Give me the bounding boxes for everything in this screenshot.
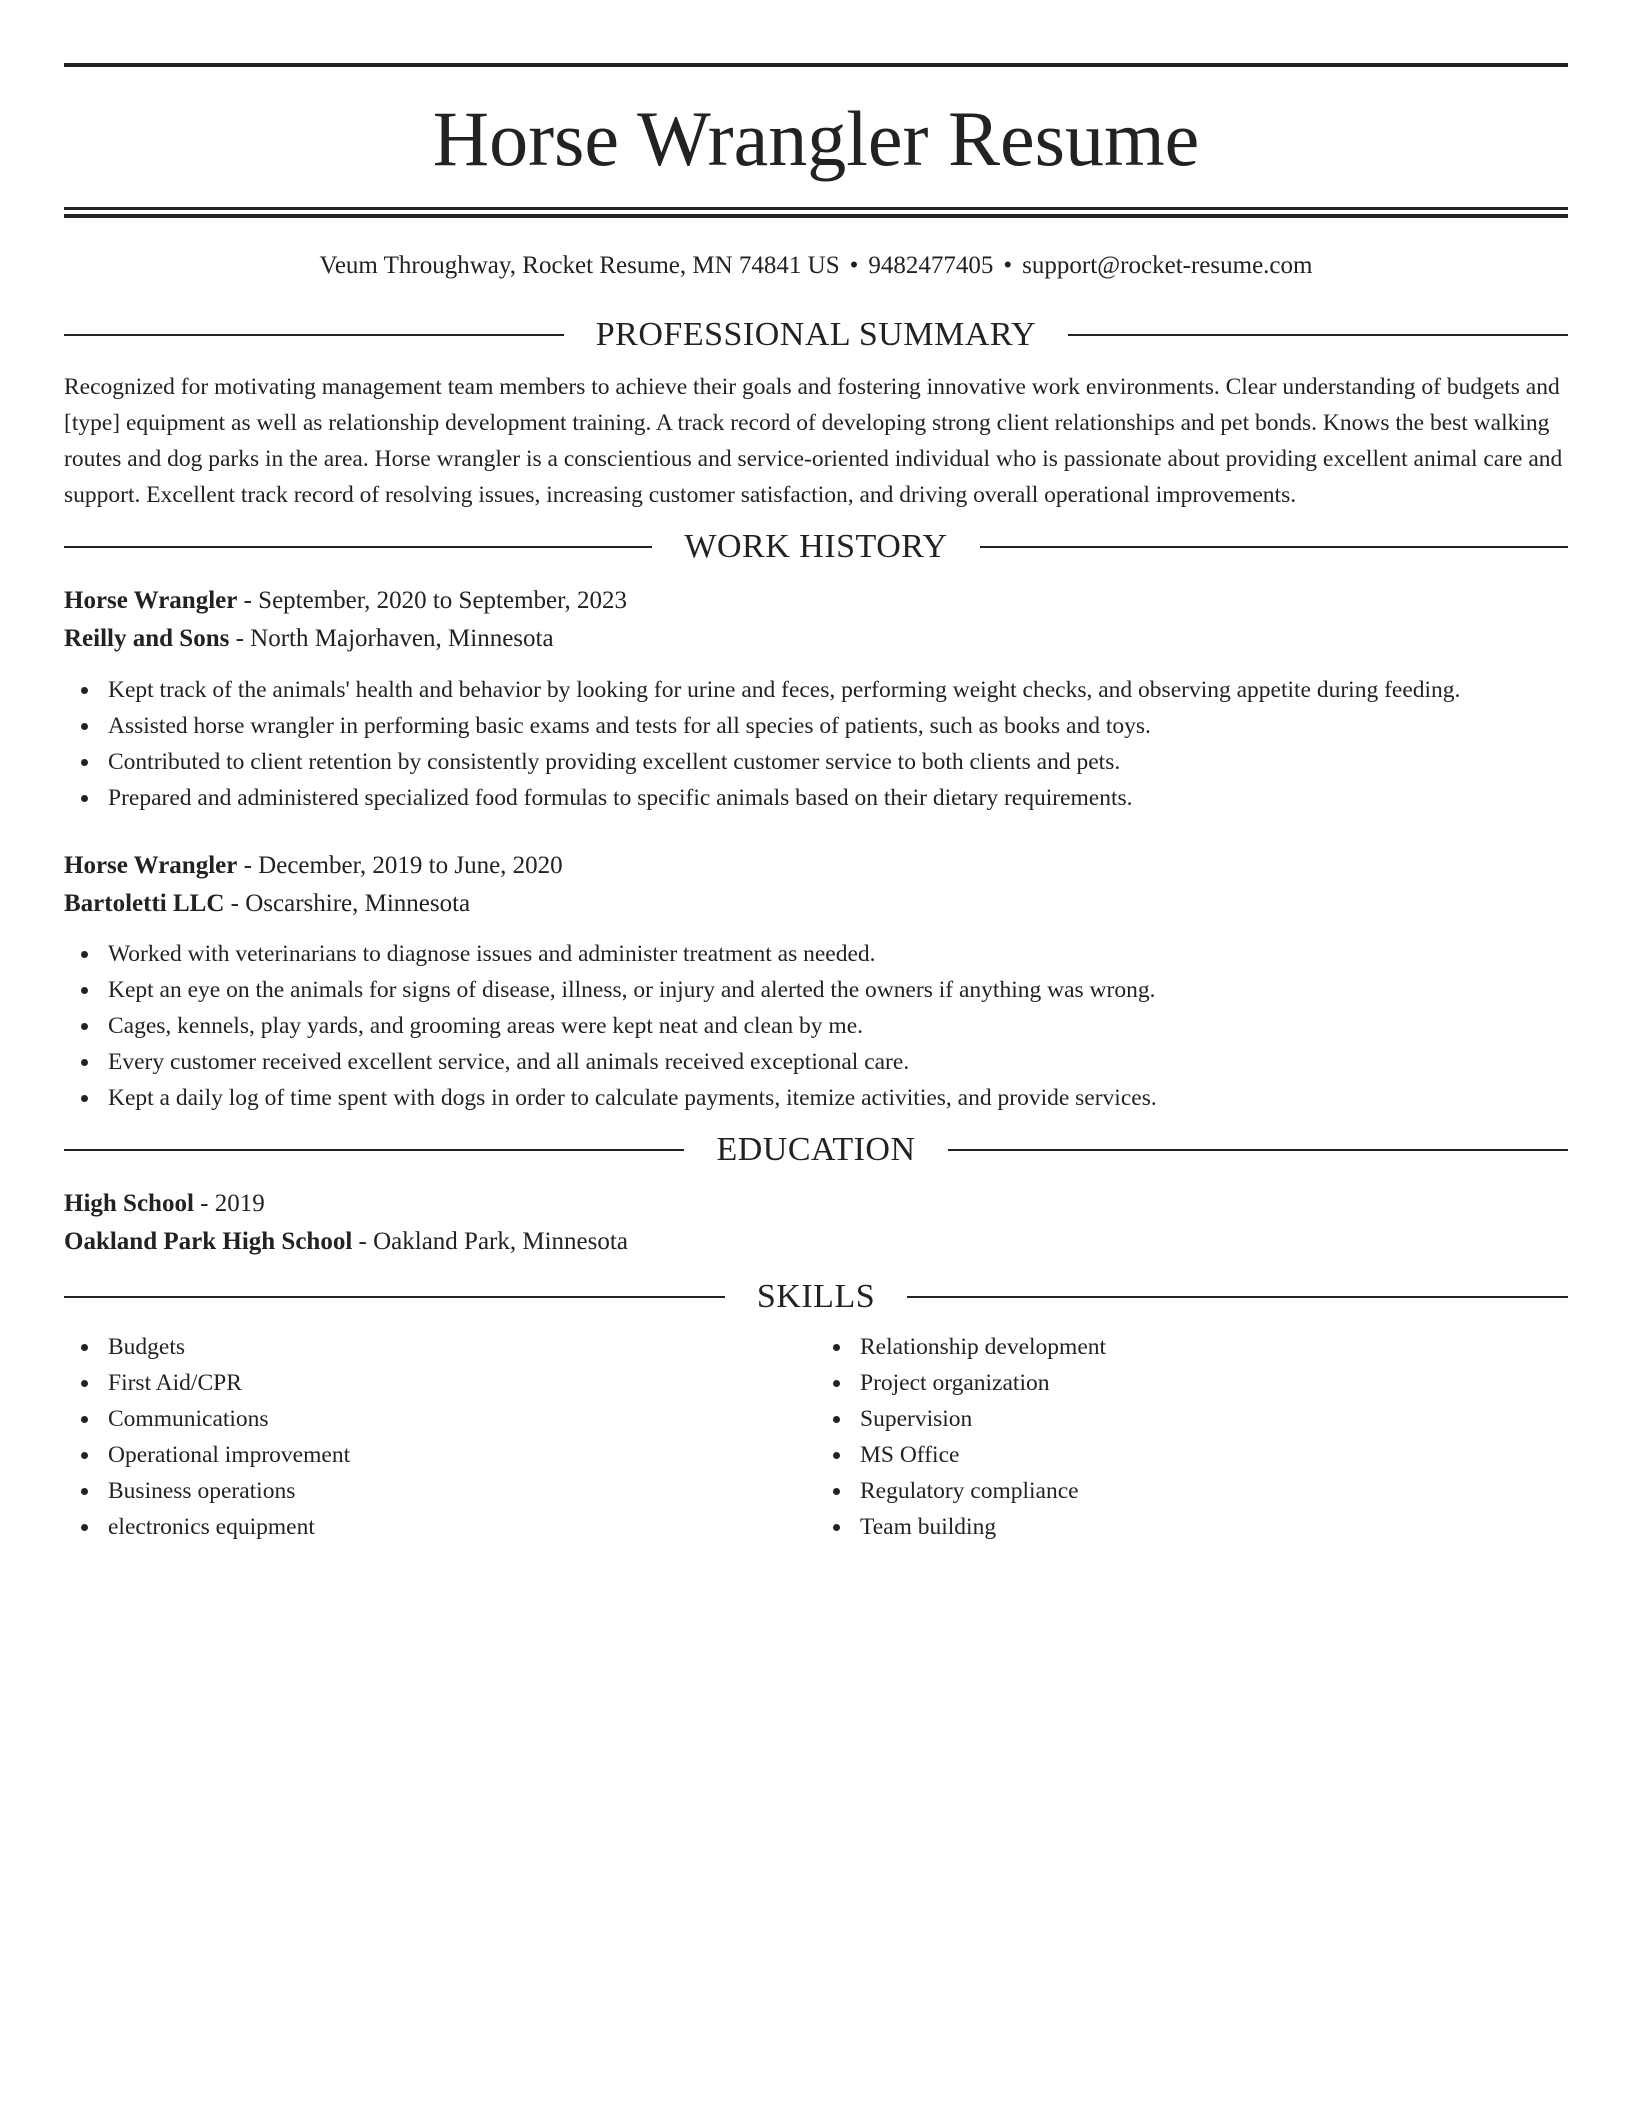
work-section-heading [64,527,1568,567]
skill-item: electronics equipment [108,1509,816,1545]
education-location: - Oakland Park, Minnesota [352,1228,628,1255]
education-section-heading [64,1130,1568,1170]
job-title: Horse Wrangler [64,852,238,879]
job-location: - Oscarshire, Minnesota [224,890,471,917]
skill-item: Regulatory compliance [860,1473,1568,1509]
education-school-line [64,1223,1568,1261]
job-company-line [64,885,1568,923]
job-bullet: Contributed to client retention by consistently providing excellent customer service to both clients and pets. [108,744,1568,780]
heading-rule-right [980,546,1568,548]
job-title-line [64,847,1568,885]
skill-item: Communications [108,1401,816,1437]
skill-item: Business operations [108,1473,816,1509]
skills-list-right [816,1329,1568,1545]
education-degree: High School [64,1190,194,1217]
job-location: - North Majorhaven, Minnesota [229,625,554,652]
skill-item: Operational improvement [108,1437,816,1473]
heading-rule-left [64,546,652,548]
job-bullet: Worked with veterinarians to diagnose issues and administer treatment as needed. [108,936,1568,972]
skill-item: Budgets [108,1329,816,1365]
job-company: Bartoletti LLC [64,890,225,917]
contact-email: support@rocket-resume.com [1022,252,1313,279]
contact-separator: • [849,252,859,279]
work-heading: WORK HISTORY [684,528,948,565]
skill-item: Team building [860,1509,1568,1545]
education-heading: EDUCATION [716,1131,916,1168]
skills-heading: SKILLS [756,1278,876,1315]
summary-heading: PROFESSIONAL SUMMARY [595,316,1037,353]
top-rule [64,63,1568,67]
summary-section-heading [64,315,1568,355]
job-bullet: Every customer received excellent service, and all animals received exceptional care. [108,1044,1568,1080]
job-title: Horse Wrangler [64,587,238,614]
job-bullet: Kept track of the animals' health and behavior by looking for urine and feces, performing weight checks, and observing appetite during feeding. [108,672,1568,708]
heading-rule-right [907,1296,1568,1298]
job-bullet: Kept an eye on the animals for signs of disease, illness, or injury and alerted the owners if anything was wrong. [108,972,1568,1008]
job-title-line [64,582,1568,620]
heading-rule-left [64,1296,725,1298]
resume-title: Horse Wrangler Resume [432,95,1200,182]
skills-list-left [64,1329,816,1545]
job-company-line [64,620,1568,658]
education-school: Oakland Park High School [64,1228,353,1255]
skill-item: Relationship development [860,1329,1568,1365]
education-degree-line [64,1185,1568,1223]
heading-rule-left [64,334,564,336]
job-bullet: Kept a daily log of time spent with dogs in order to calculate payments, itemize activities, and provide services. [108,1080,1568,1116]
contact-separator: • [1003,252,1013,279]
job-bullet-list [64,936,1568,1116]
job-bullet: Assisted horse wrangler in performing basic exams and tests for all species of patients, such as books and toys. [108,708,1568,744]
skill-item: Project organization [860,1365,1568,1401]
education-year: - 2019 [193,1190,265,1217]
job-entry [64,847,1568,1116]
summary-text: Recognized for motivating management team members to achieve their goals and fostering innovative work environments. Clear understanding of budgets and [type] equipment as well as relationship development training. A track record of developing strong client relationships and pet bonds. Knows the best walking routes and dog parks in the area. Horse wrangler is a conscientious and service-oriented individual who is passionate about providing excellent animal care and support. Excellent track record of resolving issues, increasing customer satisfaction, and driving overall operational improvements. [64,374,1563,508]
job-company: Reilly and Sons [64,625,230,652]
contact-address: Veum Throughway, Rocket Resume, MN 74841 US [319,252,840,279]
job-bullet: Cages, kennels, play yards, and grooming areas were kept neat and clean by me. [108,1008,1568,1044]
skills-section-heading [64,1277,1568,1317]
contact-phone: 9482477405 [868,252,994,279]
skills-columns [64,1329,1568,1545]
job-dates: - September, 2020 to September, 2023 [237,587,627,614]
title-double-rule [64,207,1568,218]
education-entry [64,1185,1568,1261]
heading-rule-right [948,1149,1568,1151]
job-bullet-list [64,672,1568,816]
heading-rule-right [1068,334,1568,336]
job-dates: - December, 2019 to June, 2020 [237,852,563,879]
contact-line [64,250,1568,282]
skill-item: Supervision [860,1401,1568,1437]
skill-item: First Aid/CPR [108,1365,816,1401]
job-bullet: Prepared and administered specialized food formulas to specific animals based on their dietary requirements. [108,780,1568,816]
skill-item: MS Office [860,1437,1568,1473]
job-entry [64,582,1568,816]
heading-rule-left [64,1149,684,1151]
